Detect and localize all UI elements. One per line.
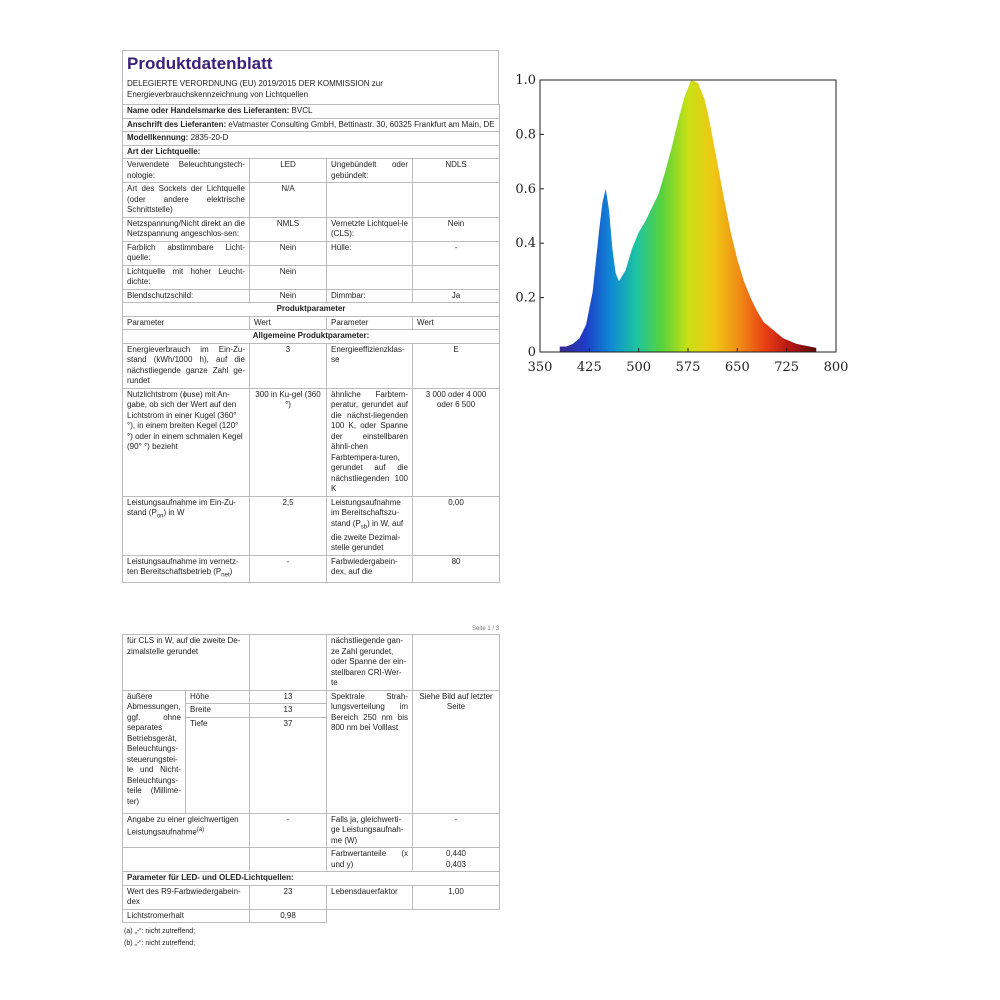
maintenance-label: Lichtstromerhalt xyxy=(123,909,250,923)
empty-cell xyxy=(250,848,327,872)
title-block xyxy=(122,50,499,104)
type-label: Netzspannung/Nicht direkt an die Netzspannung angeschlos-sen: xyxy=(123,217,250,241)
page-number: Seite 1 / 3 xyxy=(472,626,500,632)
param-value-2: 80 xyxy=(413,555,500,583)
param-value: - xyxy=(250,555,327,583)
supplier-name-row xyxy=(123,105,500,119)
table-row xyxy=(123,388,500,496)
regulation-subtitle xyxy=(127,78,494,100)
type-value: Nein xyxy=(250,289,327,303)
chroma-value xyxy=(413,848,500,872)
y-tick-label: 0.4 xyxy=(515,236,536,252)
subscript: net xyxy=(221,572,230,579)
type-label: Blendschutzschild: xyxy=(123,289,250,303)
table-row xyxy=(123,555,500,583)
subtitle-line-1: DELEGIERTE VERORDNUNG (EU) 2019/2015 DER KOMMISSION zur xyxy=(127,79,383,88)
footnotes xyxy=(124,926,195,950)
type-value: N/A xyxy=(250,183,327,218)
type-value-2: Ja xyxy=(413,289,500,303)
table-row xyxy=(123,885,500,909)
x-tick-label: 725 xyxy=(774,360,800,375)
model-value: 2835-20-D xyxy=(190,133,229,142)
table-row xyxy=(123,635,500,691)
r9-label: Wert des R9-Farbwiedergabein-dex xyxy=(123,885,250,909)
subtitle-line-2: Energieverbrauchskennzeichnung von Lichtquellen xyxy=(127,90,309,99)
type-value: NMLS xyxy=(250,217,327,241)
type-label-2: Dimmbar: xyxy=(327,289,413,303)
param-label: Nutzlichtstrom (ϕuse) mit An-gabe, ob sich der Wert auf den Lichtstrom in einer Kugel (360° °), in einem breiten Kegel (120° °) oder in einem schmalen Kegel (90° °) bezieht xyxy=(123,388,250,496)
depth-value: 37 xyxy=(250,717,327,813)
param-label-2: Energieeffizienzklas-se xyxy=(327,343,413,388)
dimensions-label: äußere Abmessungen, ggf. ohne separates Betriebsgerät, Beleuchtungs-steuerungstei-le und Nicht-Beleuchtungs-teile (Millime-ter) xyxy=(123,690,186,813)
chroma-x: 0,440 xyxy=(445,849,467,858)
text-part: Angabe zu einer gleichwertigen Leistungsaufnahme xyxy=(127,814,239,837)
param-value-2 xyxy=(413,635,500,691)
width-value: 13 xyxy=(250,704,327,718)
param-value-2: E xyxy=(413,343,500,388)
equiv-label xyxy=(123,813,250,848)
led-params-heading: Parameter für LED- und OLED-Lichtquellen: xyxy=(123,872,500,886)
spectrum-chart xyxy=(510,70,855,380)
supplier-address-label: Anschrift des Lieferanten: xyxy=(127,119,227,129)
type-label: Lichtquelle mit hoher Leucht-dichte: xyxy=(123,265,250,289)
light-source-type-heading: Art der Lichtquelle: xyxy=(123,145,500,159)
empty-cell xyxy=(123,848,250,872)
type-value-2: - xyxy=(413,241,500,265)
table-row xyxy=(123,183,500,218)
param-label xyxy=(123,496,250,555)
width-label: Breite xyxy=(186,704,250,718)
type-label-2 xyxy=(327,265,413,289)
table-row xyxy=(123,343,500,388)
empty-cell xyxy=(327,909,500,923)
page-title: Produktdatenblatt xyxy=(127,54,273,73)
param-value: 2,5 xyxy=(250,496,327,555)
text-part: ) in W xyxy=(163,508,185,517)
type-label-2 xyxy=(327,183,413,218)
model-row xyxy=(123,132,500,146)
column-header-value-2: Wert xyxy=(413,316,500,330)
watermark: · xyxy=(858,159,864,168)
footnote-b: (b) „-“: nicht zutreffend; xyxy=(124,940,196,947)
table-row xyxy=(123,690,500,704)
param-label-2: ähnliche Farbtem-peratur, gerundet auf die nächst-liegenden 100 K, oder Spanne der einstellbaren ähnli-chen Farbtempera-turen, gerundet auf die nächstliegenden 100 K xyxy=(327,388,413,496)
product-params-heading: Produktparameter xyxy=(123,303,500,317)
lifetime-label: Lebensdauerfaktor xyxy=(327,885,413,909)
general-params-heading: Allgemeine Produktparameter: xyxy=(123,330,500,344)
param-value: 300 in Ku-gel (360 °) xyxy=(250,388,327,496)
spectrum-svg xyxy=(510,70,855,380)
type-label: Art des Sockels der Lichtquelle (oder andere elektrische Schnittstelle) xyxy=(123,183,250,218)
supplier-address-value: eVatmaster Consulting GmbH, Bettinastr. 30, 60325 Frankfurt am Main, DE xyxy=(228,119,495,129)
x-tick-label: 500 xyxy=(626,360,652,375)
type-value: Nein xyxy=(250,241,327,265)
x-tick-label: 350 xyxy=(527,360,553,375)
table-row xyxy=(123,289,500,303)
column-header-row xyxy=(123,316,500,330)
param-label-2: Farbwiedergabein-dex, auf die xyxy=(327,555,413,583)
type-value-2: Nein xyxy=(413,217,500,241)
param-label-2 xyxy=(327,496,413,555)
text-part: Leistungsaufnahme im Bereitschaftszu-stand (P xyxy=(331,497,401,528)
type-label-2: Ungebündelt oder gebündelt: xyxy=(327,159,413,183)
type-label-2: Hülle: xyxy=(327,241,413,265)
chroma-y: 0,403 xyxy=(445,859,467,869)
depth-label: Tiefe xyxy=(186,717,250,813)
maintenance-value: 0,98 xyxy=(250,909,327,923)
table-row xyxy=(123,265,500,289)
param-label: für CLS in W, auf die zweite De-zimalstelle gerundet xyxy=(123,635,250,691)
height-label: Höhe xyxy=(186,690,250,704)
datasheet-page-1 xyxy=(122,50,499,583)
y-tick-label: 0 xyxy=(527,345,536,360)
footnote-ref: (a) xyxy=(196,827,205,833)
type-label: Farblich abstimmbare Licht-quelle: xyxy=(123,241,250,265)
y-tick-label: 0.8 xyxy=(515,127,536,143)
continuation-table xyxy=(122,634,500,923)
table-row xyxy=(123,496,500,555)
spectrum-area xyxy=(560,80,817,352)
supplier-table xyxy=(122,104,500,583)
table-row xyxy=(123,909,500,923)
table-row xyxy=(123,813,500,848)
height-value: 13 xyxy=(250,690,327,704)
param-value-2: 3 000 oder 4 000 oder 6 500 xyxy=(413,388,500,496)
equiv2-label: Falls ja, gleichwerti-ge Leistungsaufnah-me (W) xyxy=(327,813,413,848)
param-label-2: nächstliegende gan-ze Zahl gerundet, oder Spanne der ein-stellbaren CRI-Wer-te xyxy=(327,635,413,691)
subscript: sb xyxy=(360,524,368,531)
column-header-value: Wert xyxy=(250,316,327,330)
equiv-value: - xyxy=(250,813,327,848)
model-label: Modellkennung: xyxy=(127,133,189,142)
supplier-address-row xyxy=(123,118,500,132)
equiv2-value: - xyxy=(413,813,500,848)
table-row xyxy=(123,217,500,241)
param-label: Energieverbrauch im Ein-Zu-stand (kWh/1000 h), auf die nächstliegende ganze Zahl ge-rundet xyxy=(123,343,250,388)
type-label-2: Vernetzte Lichtquel-le (CLS): xyxy=(327,217,413,241)
supplier-name-value: BVCL xyxy=(291,106,313,115)
spd-value: Siehe Bild auf letzter Seite xyxy=(413,690,500,813)
chroma-label: Farbwertanteile (x und y) xyxy=(327,848,413,872)
x-tick-label: 425 xyxy=(576,360,602,375)
type-value-2 xyxy=(413,183,500,218)
text-part: ) xyxy=(229,567,233,577)
type-value-2 xyxy=(413,265,500,289)
type-value: Nein xyxy=(250,265,327,289)
param-label xyxy=(123,555,250,583)
param-value xyxy=(250,635,327,691)
subscript: on xyxy=(156,513,164,520)
text-part: Leistungsaufnahme im Ein-Zu-stand (P xyxy=(127,497,236,517)
type-value-2: NDLS xyxy=(413,159,500,183)
text-part: ) in W, auf die zweite Dezimal-stelle gerundet xyxy=(331,518,404,553)
y-tick-label: 0.2 xyxy=(515,290,536,306)
table-row xyxy=(123,241,500,265)
y-tick-label: 1.0 xyxy=(515,73,536,88)
supplier-name-label: Name oder Handelsmarke des Lieferanten: xyxy=(127,106,290,115)
text-part: Leistungsaufnahme im vernetz-ten Bereitschaftsbetrieb (P xyxy=(127,556,239,577)
type-label: Verwendete Beleuchtungstech-nologie: xyxy=(123,159,250,183)
x-tick-label: 800 xyxy=(823,360,849,375)
lifetime-value: 1,00 xyxy=(413,885,500,909)
r9-value: 23 xyxy=(250,885,327,909)
table-row xyxy=(123,159,500,183)
datasheet-page-2 xyxy=(122,634,499,923)
table-row xyxy=(123,848,500,872)
type-value: LED xyxy=(250,159,327,183)
x-tick-label: 650 xyxy=(724,360,750,375)
y-tick-label: 0.6 xyxy=(515,181,536,197)
spd-label: Spektrale Strah-lungsverteilung im Bereich 250 nm bis 800 nm bei Volllast xyxy=(327,690,413,813)
param-value: 3 xyxy=(250,343,327,388)
footnote-a: (a) „-“: nicht zutreffend; xyxy=(124,928,196,935)
column-header-param-2: Parameter xyxy=(327,316,413,330)
param-value-2: 0,00 xyxy=(413,496,500,555)
x-tick-label: 575 xyxy=(675,360,701,375)
column-header-param: Parameter xyxy=(123,316,250,330)
